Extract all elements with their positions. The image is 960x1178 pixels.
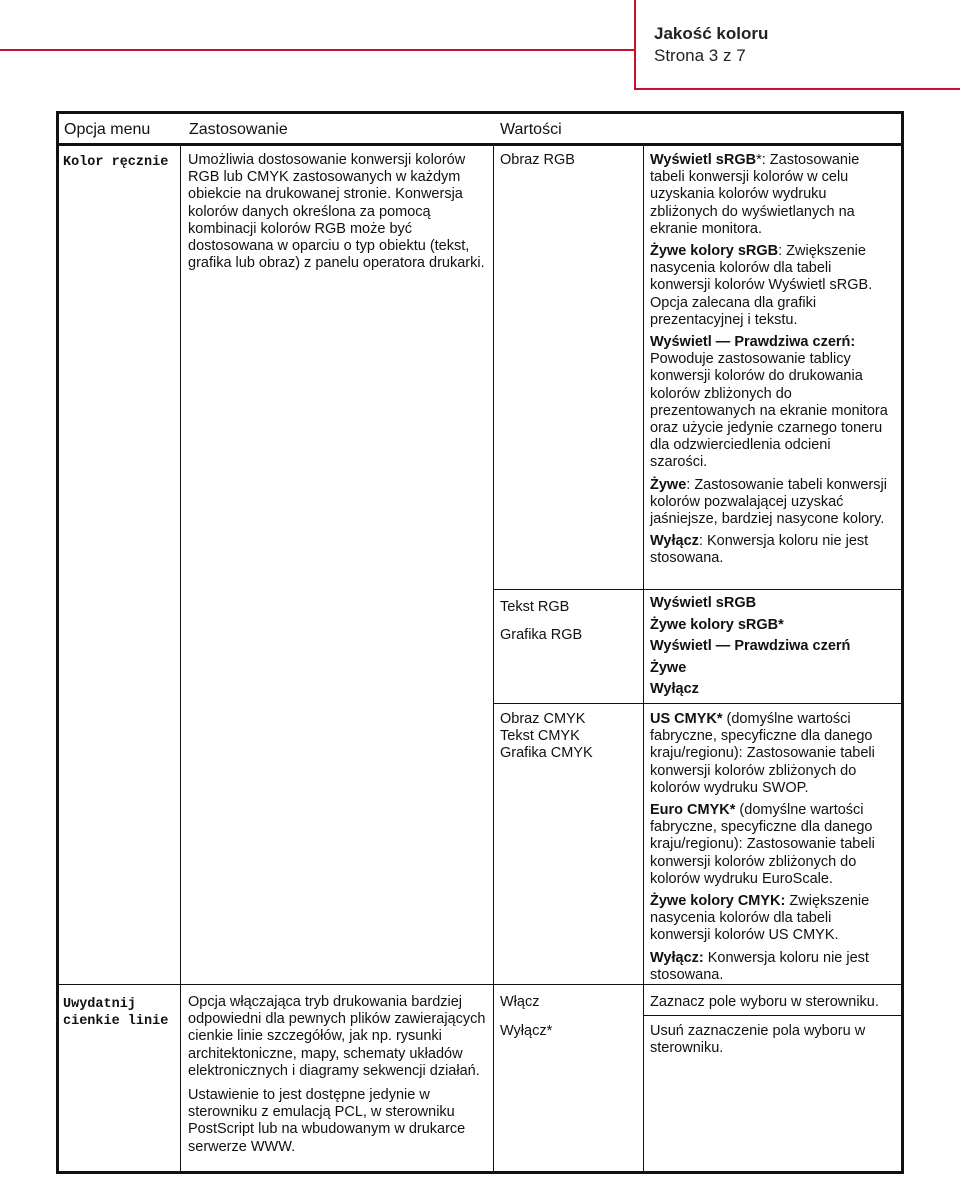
row-divider: [493, 589, 901, 590]
value-description-list: [650, 152, 888, 573]
col-divider: [180, 146, 181, 1174]
value-item-list: [500, 711, 593, 763]
value-item: Włącz: [500, 994, 540, 1010]
value-description: Żywe kolory CMYK: Zwiększenie nasycenia kolorów dla tabeli konwersji kolorów US CMYK.: [650, 893, 870, 944]
value-option: Żywe: [650, 659, 687, 676]
page-number: Strona 3 z 7: [654, 46, 746, 65]
page-title: Jakość koloru: [654, 24, 769, 43]
table-header: [59, 114, 901, 146]
value-item-list: [500, 596, 582, 652]
value-item: Tekst RGB: [500, 599, 570, 615]
value-option: Wyświetl — Prawdziwa czerń: [650, 638, 851, 655]
settings-table: [56, 111, 904, 1174]
value-item: Obraz CMYK: [500, 711, 586, 727]
col-divider: [643, 146, 644, 1174]
col-divider: [493, 146, 494, 1174]
value-description: Euro CMYK* (domyślne wartości fabryczne, specyficzne dla danego kraju/regionu): Zastosowanie tabeli konwersji kolorów zbliżonych do kolorów wydruku EuroScale.: [650, 802, 875, 887]
value-item: Wyłącz*: [500, 1023, 553, 1039]
value-item: Tekst CMYK: [500, 728, 580, 745]
value-description: Żywe: Zastosowanie tabeli konwersji kolorów pozwalającej uzyskać jaśniejsze, bardziej nasycone kolory.: [650, 476, 887, 528]
value-description: Zaznacz pole wyboru w sterowniku.: [650, 994, 879, 1010]
value-item: Grafika RGB: [500, 627, 583, 643]
value-description-list: [650, 711, 894, 989]
value-item: Grafika CMYK: [500, 745, 593, 762]
page-header: [634, 0, 960, 90]
value-option-list: [650, 595, 890, 703]
row-divider: [643, 1015, 901, 1016]
col-header-values: Wartości: [500, 121, 562, 138]
option-usage: Umożliwia dostosowanie konwersji kolorów RGB lub CMYK zastosowanych w każdym obiekcie na drukowanej stronie. Konwersja kolorów danych określona za pomocą kombinacji kolorów RGB może być dostosowana w oparciu o typ obiektu (tekst, grafika lub obraz) z panelu operatora drukarki.: [188, 152, 485, 272]
value-description: Żywe kolory sRGB: Zwiększenie nasycenia kolorów dla tabeli konwersji kolorów Wyświetl sRGB. Opcja zalecana dla grafiki prezentacyjnej i tekstu.: [650, 243, 873, 328]
col-header-option: Opcja menu: [64, 121, 151, 138]
option-name: Uwydatnij cienkie linie: [63, 997, 169, 1029]
col-header-usage: Zastosowanie: [189, 121, 288, 138]
value-description: Wyłącz: Konwersja koloru nie jest stosowana.: [650, 949, 869, 983]
option-name: Kolor ręcznie: [63, 155, 169, 170]
value-option: Żywe kolory sRGB*: [650, 616, 784, 633]
value-description: Usuń zaznaczenie pola wyboru w sterowniku.: [650, 1023, 866, 1057]
value-item: Obraz RGB: [500, 152, 575, 168]
value-description: US CMYK* (domyślne wartości fabryczne, specyficzne dla danego kraju/regionu): Zastosowanie tabeli konwersji kolorów zbliżonych do kolorów wydruku SWOP.: [650, 711, 875, 796]
row-divider: [493, 703, 901, 704]
value-option: Wyłącz: [650, 681, 699, 698]
value-description: Wyświetl sRGB*: Zastosowanie tabeli konwersji kolorów w celu uzyskania kolorów wydruku zbliżonych do wyświetlanych na ekranie monitora.: [650, 152, 860, 237]
header-rule: [0, 49, 634, 51]
value-description: Wyświetl — Prawdziwa czerń: Powoduje zastosowanie tablicy konwersji kolorów do drukowania kolorów zbliżonych do prezentowanych na ekranie monitora oraz użycie jedynie czarnego toneru dla odzwierciedlenia odcieni szarości.: [650, 334, 888, 471]
value-description: Wyłącz: Konwersja koloru nie jest stosowana.: [650, 533, 869, 567]
value-option: Wyświetl sRGB: [650, 595, 757, 611]
option-usage: Opcja włączająca tryb drukowania bardziej odpowiedni dla pewnych plików zawierających cienkie linie szczegółów, jak np. rysunki architektoniczne, mapy, schematy układów elektronicznych i diagramy sekwencji działań. Ustawienie to jest dostępne jedynie w sterowniku z emulacją PCL, w sterowniku PostScript lub na wbudowanym w drukarce serwerze WWW.: [188, 994, 486, 1155]
